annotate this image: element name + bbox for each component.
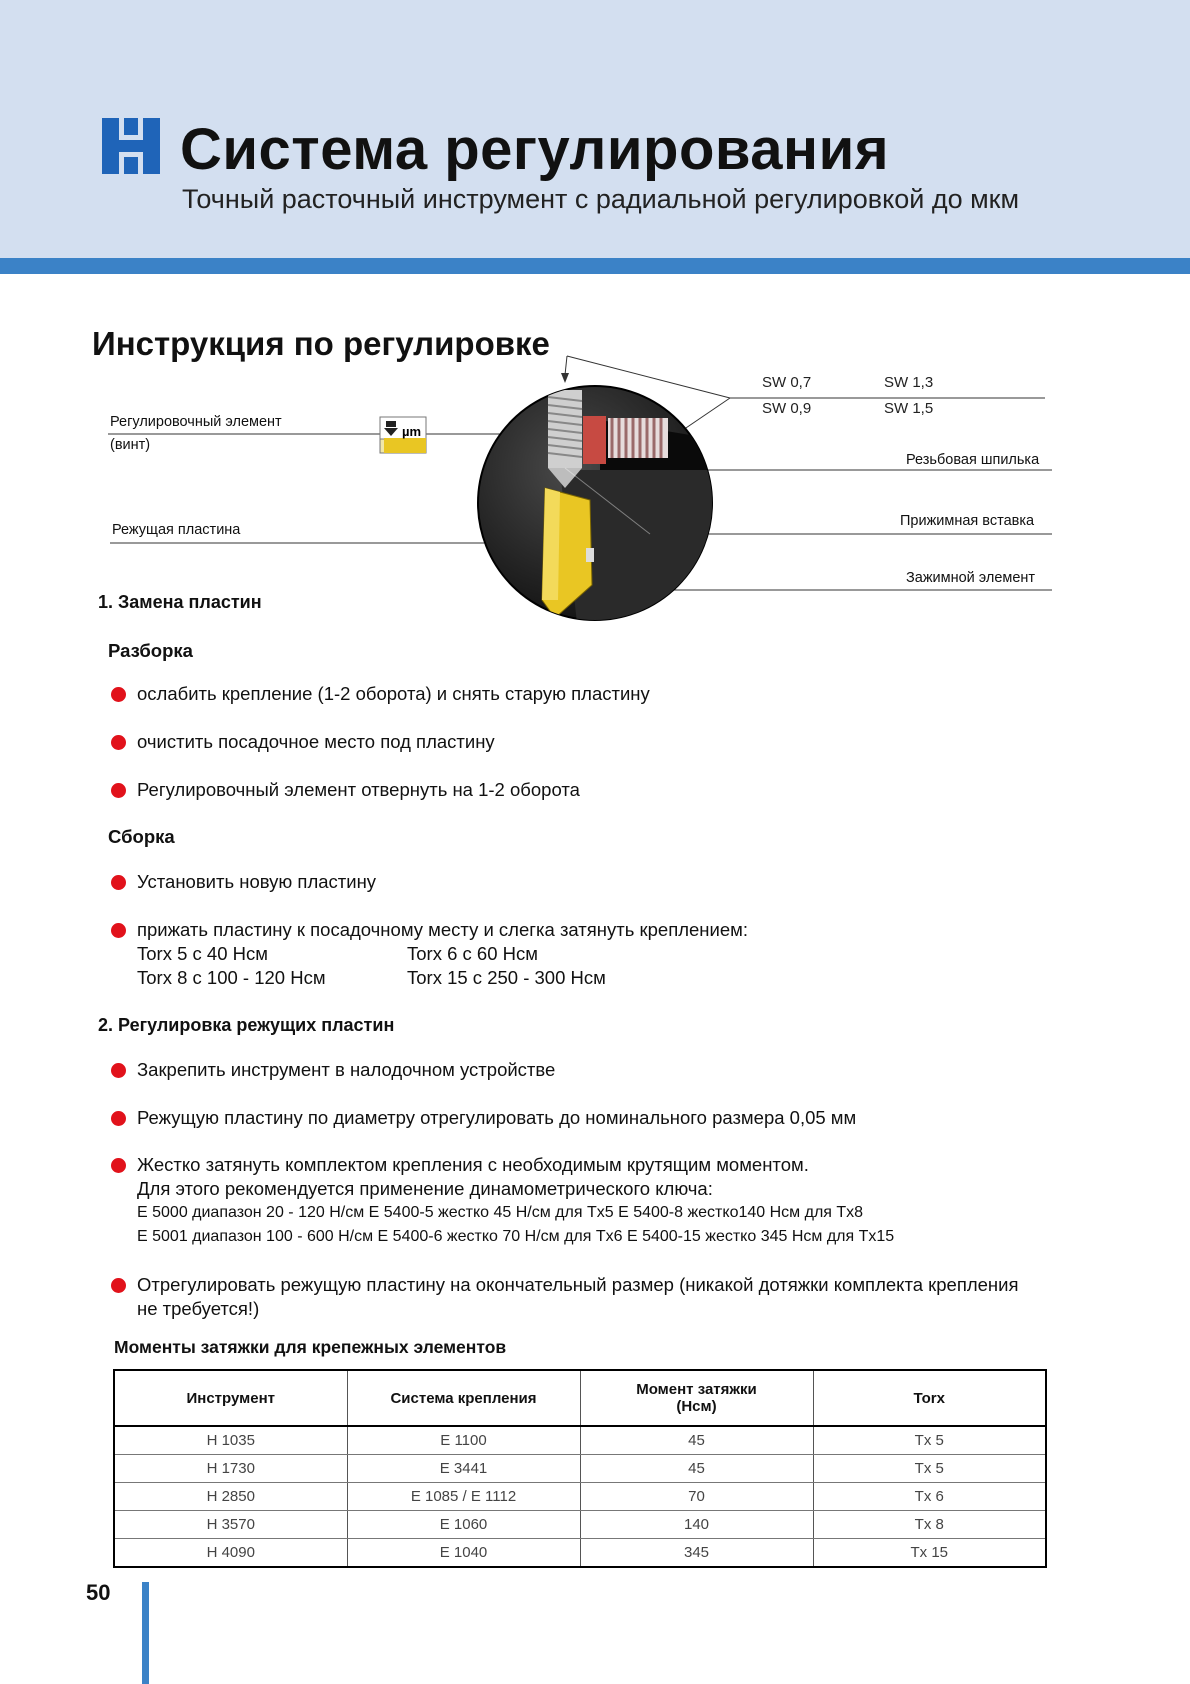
label-adjusting-screw-note: (винт) [110, 437, 151, 453]
bullet-icon [111, 1158, 126, 1173]
list-item: Установить новую пластину [111, 870, 376, 894]
disassembly-title: Разборка [108, 640, 193, 661]
brand-logo-icon [102, 118, 160, 174]
col-header-torque: Момент затяжки (Нсм) [580, 1370, 813, 1426]
sw-size-4: SW 1,5 [884, 400, 934, 417]
header-stripe [0, 258, 1190, 274]
table-title: Моменты затяжки для крепежных элементов [114, 1337, 507, 1357]
list-item: Закрепить инструмент в налодочном устройстве [111, 1058, 555, 1082]
bullet-icon [111, 923, 126, 938]
bullet-icon [111, 1111, 126, 1126]
list-item: ослабить крепление (1-2 оборота) и снять старую пластину [111, 682, 650, 706]
table-row: H 2850 E 1085 / E 1112 70 Tx 6 [114, 1483, 1046, 1511]
list-item: очистить посадочное место под пластину [111, 730, 495, 754]
label-adjusting-screw: Регулировочный элемент [110, 414, 282, 430]
bullet-icon [111, 687, 126, 702]
label-threaded-stud: Резьбовая шпилька [906, 452, 1040, 468]
col-header-tool: Инструмент [114, 1370, 347, 1426]
sw-size-1: SW 0,7 [762, 374, 812, 391]
page-number: 50 [86, 1580, 111, 1605]
list-item: Режущую пластину по диаметру отрегулировать до номинального размера 0,05 мм [111, 1106, 856, 1130]
col-header-clamping: Система крепления [347, 1370, 580, 1426]
bullet-icon [111, 735, 126, 750]
label-pressure-insert: Прижимная вставка [900, 513, 1035, 529]
assembly-title: Сборка [108, 826, 175, 847]
table-header-row [114, 1370, 1046, 1426]
list-item: Отрегулировать режущую пластину на окончательный размер (никакой дотяжки комплекта крепления не требуется!) [111, 1273, 1019, 1321]
list-item: Регулировочный элемент отвернуть на 1-2 оборота [111, 778, 580, 802]
table-row: H 3570 E 1060 140 Tx 8 [114, 1511, 1046, 1539]
list-item: Жестко затянуть комплектом крепления с необходимым крутящим моментом. Для этого рекомендуется применение динамометрического ключа: E 5000 диапазон 20 - 120 Н/см E 5400-5 жестко 45 Н/см для Tx5 E 5400-8 жестко140 Нсм для Tx8 E 5001 диапазон 100 - 600 Н/см E 5400-6 жестко 70 Н/см для Tx6 E 5400-15 жестко 345 Нсм для Tx15 [111, 1153, 894, 1249]
table-row: H 4090 E 1040 345 Tx 15 [114, 1539, 1046, 1568]
label-cutting-insert: Режущая пластина [112, 522, 241, 538]
sw-size-3: SW 0,9 [762, 400, 812, 417]
step2-title: 2. Регулировка режущих пластин [98, 1015, 395, 1035]
step1-title: 1. Замена пластин [98, 592, 262, 612]
section-heading: Инструкция по регулировке [92, 325, 550, 362]
label-clamp-element: Зажимной элемент [906, 570, 1036, 586]
bullet-icon [111, 875, 126, 890]
table-row: H 1035 E 1100 45 Tx 5 [114, 1426, 1046, 1455]
sw-size-2: SW 1,3 [884, 374, 934, 391]
bullet-icon [111, 783, 126, 798]
list-item: прижать пластину к посадочному месту и слегка затянуть креплением: Torx 5 с 40 Нсм Torx 6 с 60 Нсм Torx 8 с 100 - 120 Нсм Torx 15 с 250 - 300 Нсм [111, 918, 748, 990]
table-row: H 1730 E 3441 45 Tx 5 [114, 1455, 1046, 1483]
footer-accent-bar [142, 1582, 149, 1684]
page-title: Система регулирования [180, 117, 890, 182]
col-header-torx: Torx [813, 1370, 1046, 1426]
torque-table [113, 1369, 1047, 1568]
bullet-icon [111, 1063, 126, 1078]
page-subtitle: Точный расточный инструмент с радиальной регулировкой до мкм [182, 184, 1020, 214]
um-icon-text: µm [402, 424, 422, 439]
bullet-icon [111, 1278, 126, 1293]
